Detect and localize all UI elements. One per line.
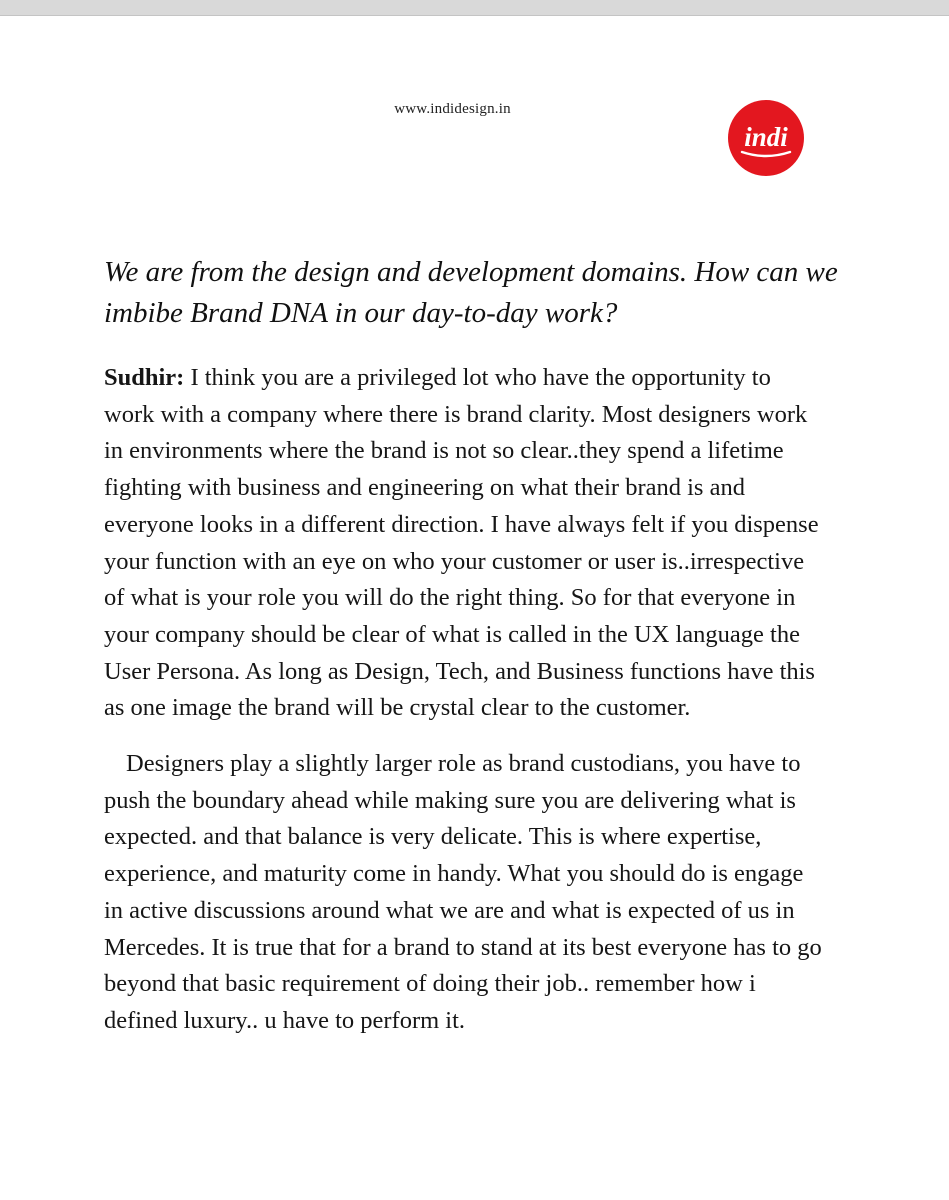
interview-question: We are from the design and development domains. How can we imbibe Brand DNA in our day-to-day work? — [104, 256, 838, 329]
answer-paragraph-1 — [104, 360, 824, 727]
indi-logo-mark — [728, 100, 804, 176]
top-bar — [0, 0, 949, 16]
answer-paragraph-2: Designers play a slightly larger role as brand custodians, you have to push the boundary ahead while making sure you are delivering what is expected. and that balance is very delicate. This is where expertise, experience, and maturity come in handy. What you should do is engage in active discussions around what we are and what is expected of us in Mercedes. It is true that for a brand to stand at its best everyone has to go beyond that basic requirement of doing their job.. remember how i defined luxury.. u have to perform it. — [104, 750, 822, 1034]
answer-paragraph-1-text: I think you are a privileged lot who have the opportunity to work with a company where there is brand clarity. Most designers work in environments where the brand is not so clear..they spend a lifetime fighting with business and engineering on what their brand is and everyone looks in a different direction. I have always felt if you dispense your function with an eye on who your customer or user is..irrespective of what is your role you will do the right thing. So for that everyone in your company should be clear of what is called in the UX language the User Persona. As long as Design, Tech, and Business functions have this as one image the brand will be crystal clear to the customer. — [104, 364, 819, 722]
interview-answer — [104, 360, 824, 1040]
site-url: www.indidesign.in — [394, 101, 511, 117]
indi-logo — [728, 100, 804, 176]
indi-logo-text: indi — [744, 122, 788, 152]
speaker-name: Sudhir: — [104, 364, 185, 391]
